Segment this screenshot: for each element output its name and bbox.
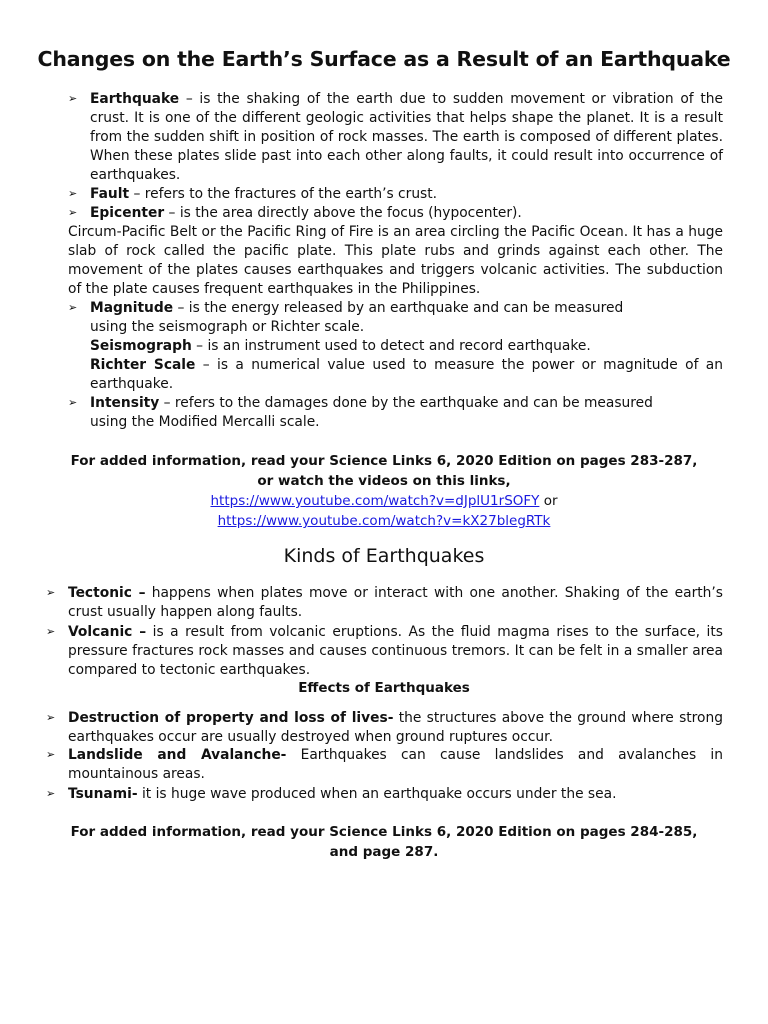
note-line: and page 287. xyxy=(329,844,439,860)
term-magnitude: Magnitude xyxy=(90,300,174,316)
definition-text: – refers to the fractures of the earth’s crust. xyxy=(129,186,438,202)
video-link-2[interactable]: https://www.youtube.com/watch?v=kX27blegRTk xyxy=(217,513,551,529)
definition-text: – is the shaking of the earth due to sudden movement or vibration of the crust. It is one of the different geologic activities that helps shape the planet. It is a result from the sudden shift in position of rock masses. The earth is composed of different plates. When these plates slide past into each other along faults, it could result into occurrence of earthquakes. xyxy=(90,91,723,183)
definition-epicenter xyxy=(90,204,723,223)
term-intensity: Intensity xyxy=(90,395,160,411)
term-landslide: Landslide and Avalanche- xyxy=(68,747,287,763)
note-line: or watch the videos on this links, xyxy=(257,473,511,489)
note-line: For added information, read your Science Links 6, 2020 Edition on pages 283-287, xyxy=(70,453,698,469)
definition-text: – is an instrument used to detect and record earthquake. xyxy=(191,338,591,354)
note-line: For added information, read your Science Links 6, 2020 Edition on pages 284-285, xyxy=(70,824,698,840)
term-epicenter: Epicenter xyxy=(90,205,165,221)
effect-destruction xyxy=(68,709,723,747)
definition-intensity xyxy=(90,394,723,413)
definition-seismograph xyxy=(90,337,723,356)
paragraph-ring-of-fire: Circum-Pacific Belt or the Pacific Ring of Fire is an area circling the Pacific Ocean. It has a huge slab of rock called the pacific plate. This plate rubs and grinds against each other. The movement of the plates causes earthquakes and triggers volcanic activities. The subduction of the plate causes frequent earthquakes in the Philippines. xyxy=(68,224,723,297)
effect-tsunami xyxy=(68,785,723,804)
bullet-icon: ➢ xyxy=(46,625,56,638)
section-heading-effects: Effects of Earthquakes xyxy=(298,680,470,696)
definition-text: – is the energy released by an earthquake and can be measured xyxy=(173,300,624,316)
video-link-row xyxy=(40,491,728,511)
bullet-icon: ➢ xyxy=(68,301,78,314)
bullet-icon: ➢ xyxy=(68,396,78,409)
definition-text: – refers to the damages done by the earthquake and can be measured xyxy=(159,395,653,411)
reading-note xyxy=(40,451,728,531)
definition-text: is a result from volcanic eruptions. As the fluid magma rises to the surface, its pressure fractures rock masses and causes continuous tremors. It can be felt in a smaller area compared to tectonic earthquakes. xyxy=(68,624,723,678)
term-earthquake: Earthquake xyxy=(90,91,180,107)
bullet-icon: ➢ xyxy=(46,787,56,800)
effect-landslide xyxy=(68,746,723,784)
bullet-icon: ➢ xyxy=(68,92,78,105)
definition-earthquake xyxy=(90,90,723,185)
term-destruction: Destruction of property and loss of lives- xyxy=(68,710,394,726)
definition-text: Earthquakes can cause landslides and avalanches in mountainous areas. xyxy=(68,747,723,782)
definition-text: – is the area directly above the focus (hypocenter). xyxy=(164,205,522,221)
term-seismograph: Seismograph xyxy=(90,338,192,354)
definition-text: – is a numerical value used to measure the power or magnitude of an earthquake. xyxy=(90,357,723,392)
video-link-row xyxy=(40,511,728,531)
reading-note-2 xyxy=(40,822,728,862)
kind-volcanic xyxy=(68,623,723,680)
term-tectonic: Tectonic – xyxy=(68,585,146,601)
term-fault: Fault xyxy=(90,186,130,202)
definition-intensity-cont: using the Modified Mercalli scale. xyxy=(90,414,320,430)
definition-magnitude-cont: using the seismograph or Richter scale. xyxy=(90,319,365,335)
bullet-icon: ➢ xyxy=(68,206,78,219)
or-text: or xyxy=(539,493,558,509)
term-volcanic: Volcanic – xyxy=(68,624,147,640)
video-link-1[interactable]: https://www.youtube.com/watch?v=dJplU1rSOFY xyxy=(210,493,540,509)
section-heading-kinds: Kinds of Earthquakes xyxy=(283,545,485,567)
definition-text: it is huge wave produced when an earthquake occurs under the sea. xyxy=(137,786,617,802)
definition-richter-scale xyxy=(90,356,723,394)
page-title: Changes on the Earth’s Surface as a Result of an Earthquake xyxy=(37,47,731,71)
definition-magnitude xyxy=(90,299,723,318)
definition-text: happens when plates move or interact with one another. Shaking of the earth’s crust usually happen along faults. xyxy=(68,585,723,620)
definition-text: the structures above the ground where strong earthquakes occur are usually destroyed when ground ruptures occur. xyxy=(68,710,723,745)
bullet-icon: ➢ xyxy=(46,748,56,761)
definition-fault xyxy=(90,185,723,204)
term-richter-scale: Richter Scale xyxy=(90,357,196,373)
bullet-icon: ➢ xyxy=(46,711,56,724)
bullet-icon: ➢ xyxy=(68,187,78,200)
bullet-icon: ➢ xyxy=(46,586,56,599)
kind-tectonic xyxy=(68,584,723,622)
term-tsunami: Tsunami- xyxy=(68,786,138,802)
